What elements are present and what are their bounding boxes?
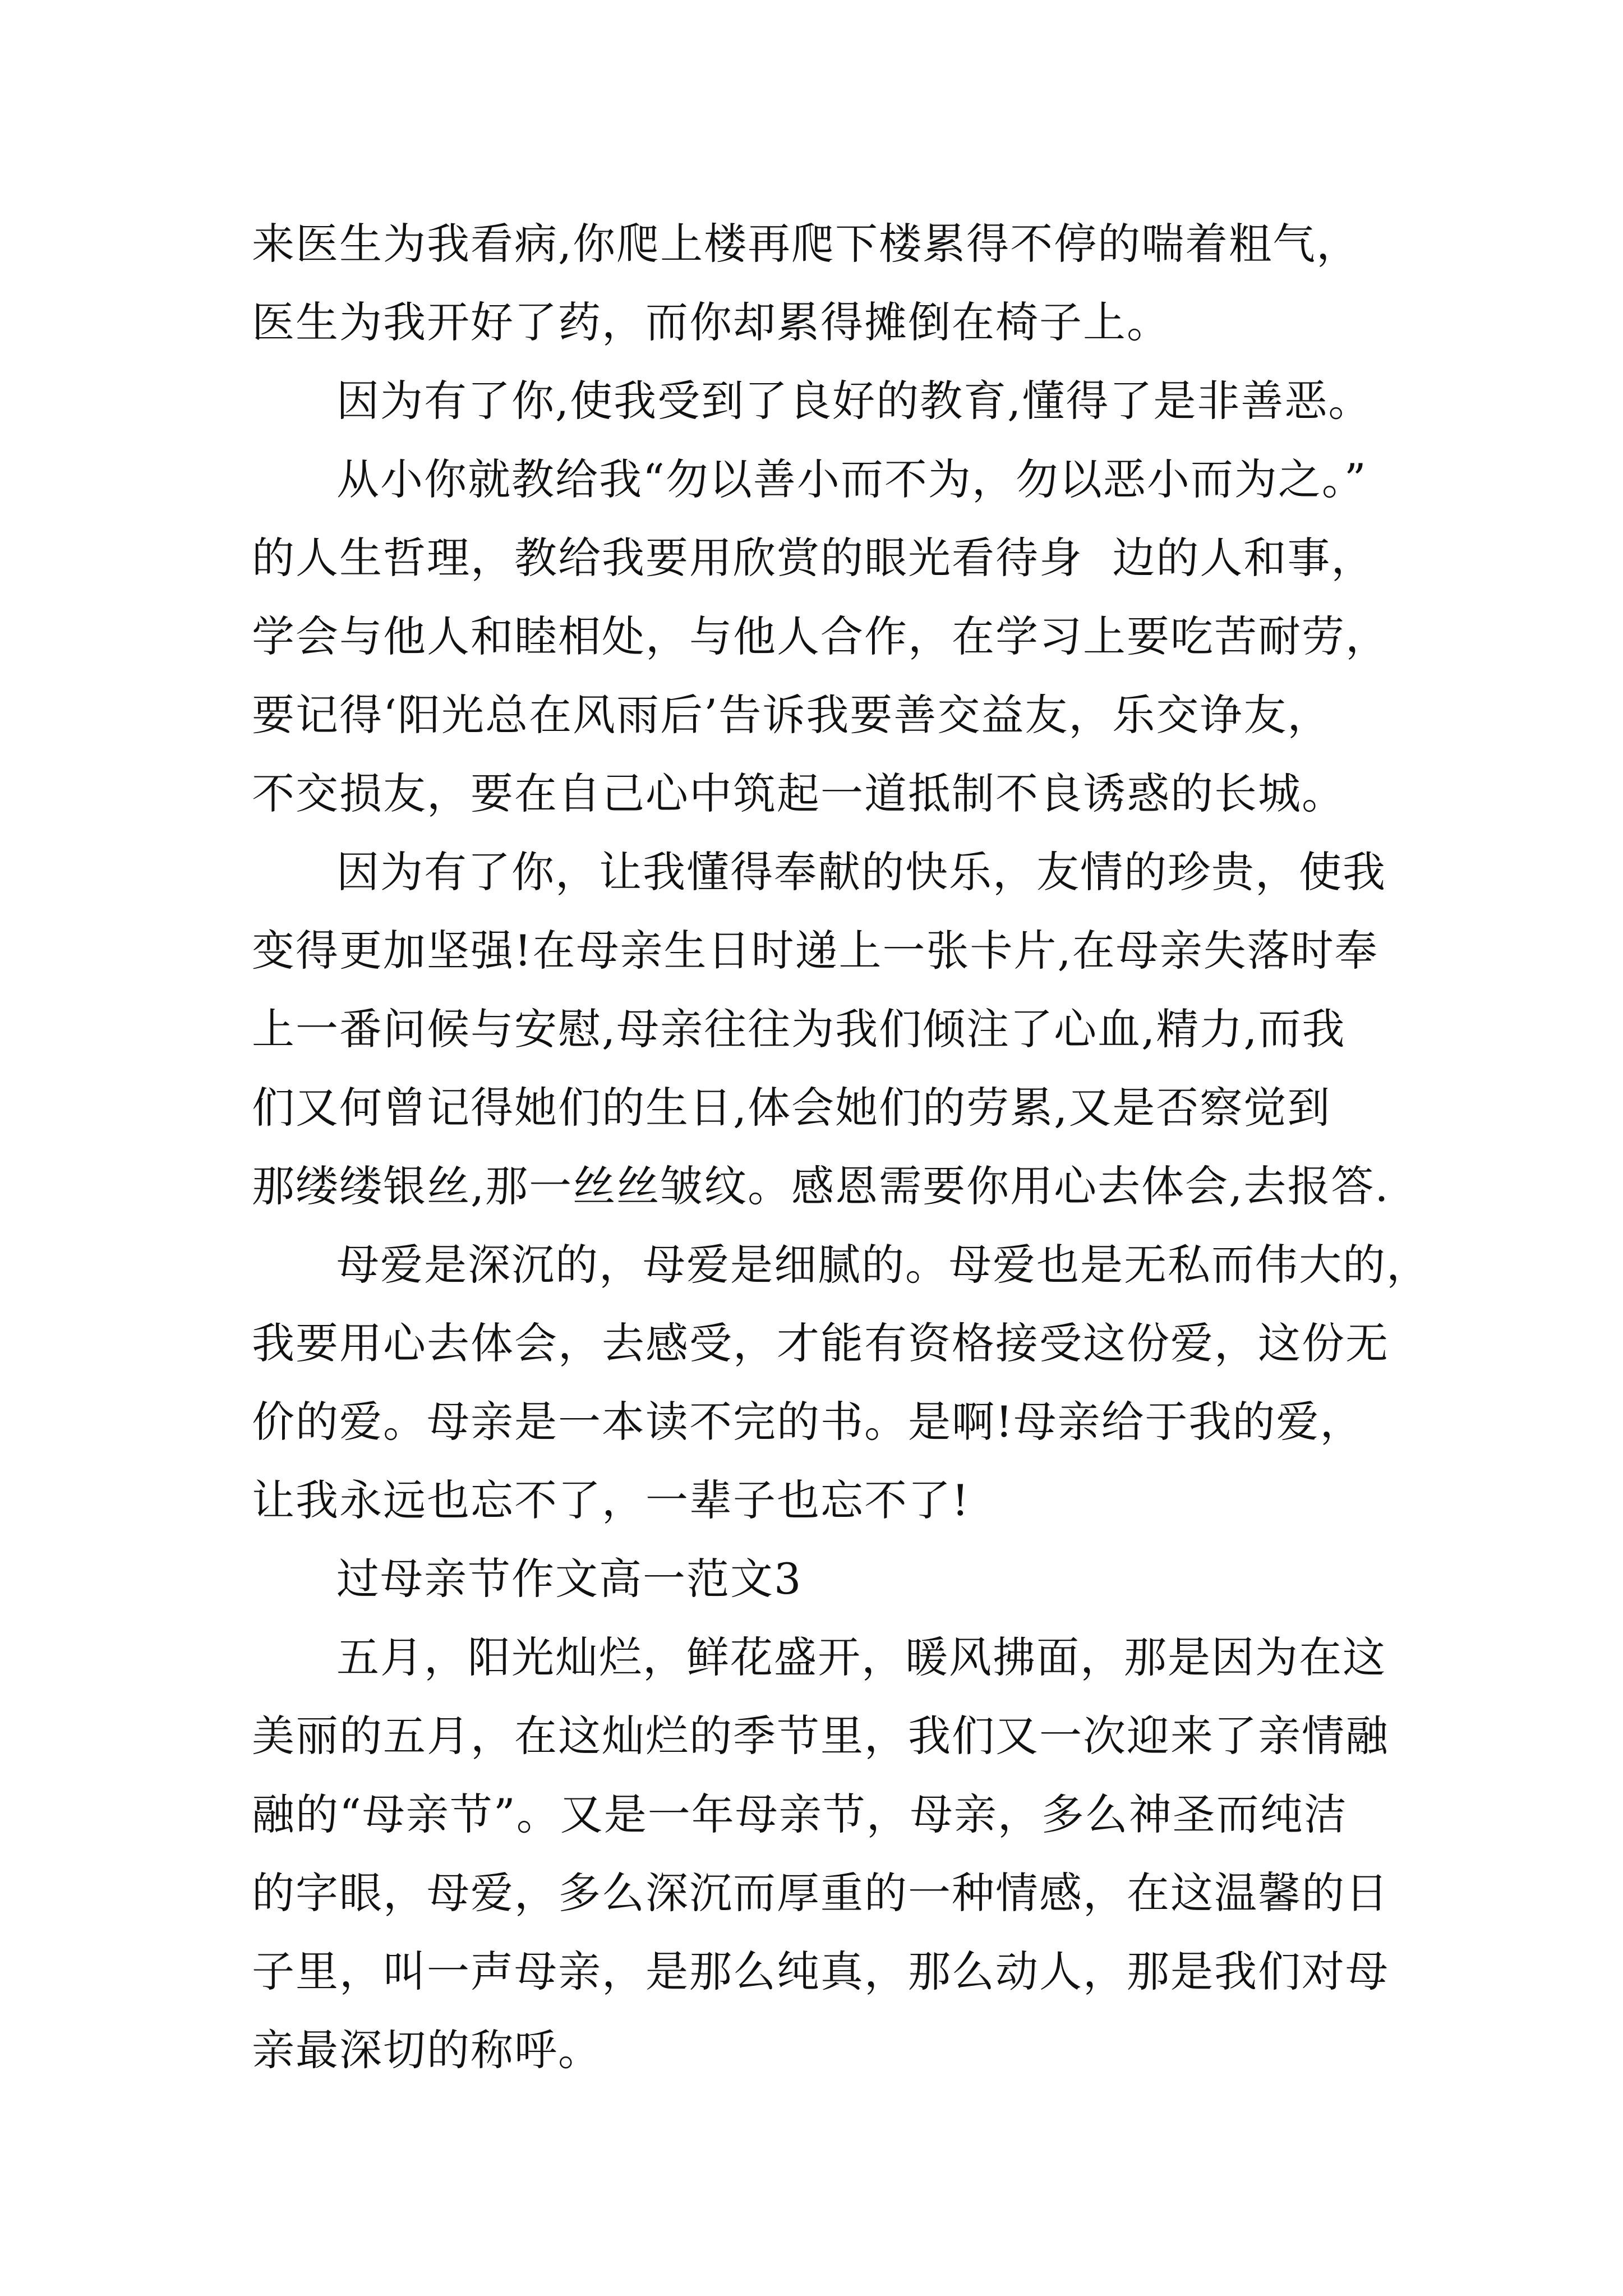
text-line: 变得更加坚强!在母亲生日时递上一张卡片,在母亲失落时奉: [252, 926, 1378, 976]
text-line: 那缕缕银丝,那一丝丝皱纹。感恩需要你用心去体会,去报答.: [252, 1161, 1390, 1211]
paragraph-start-line: 母爱是深沉的，母爱是细腻的。母爱也是无私而伟大的，: [336, 1240, 1430, 1290]
text-line: 们又何曾记得她们的生日,体会她们的劳累,又是否察觉到: [252, 1083, 1331, 1133]
paragraph-start-line: 五月，阳光灿烂，鲜花盛开，暖风拂面，那是因为在这: [336, 1632, 1386, 1682]
paragraph-start-line: 从小你就教给我“勿以善小而不为，勿以恶小而为之。”: [336, 454, 1367, 504]
section-heading: 过母亲节作文高一范文3: [336, 1554, 803, 1604]
text-line: 亲最深切的称呼。: [252, 2025, 602, 2075]
text-line: 的人生哲理，教给我要用欣赏的眼光看待身 边的人和事，: [252, 533, 1375, 583]
text-line: 来医生为我看病,你爬上楼再爬下楼累得不停的喘着粗气，: [252, 219, 1361, 269]
text-line: 医生为我开好了药，而你却累得摊倒在椅子上。: [252, 297, 1170, 347]
text-line: 上一番问候与安慰,母亲往往为我们倾注了心血,精力,而我: [252, 1004, 1346, 1054]
text-line: 融的“母亲节”。又是一年母亲节，母亲，多么神圣而纯洁: [252, 1789, 1348, 1839]
text-line: 我要用心去体会，去感受，才能有资格接受这份爱，这份无: [252, 1318, 1389, 1368]
text-line: 子里，叫一声母亲，是那么纯真，那么动人，那是我们对母: [252, 1947, 1389, 1996]
text-line: 价的爱。母亲是一本读不完的书。是啊!母亲给于我的爱，: [252, 1397, 1364, 1447]
paragraph-start-line: 因为有了你,使我受到了良好的教育,懂得了是非善恶。: [336, 376, 1372, 426]
text-line: 不交损友，要在自己心中筑起一道抵制不良诱惑的长城。: [252, 769, 1345, 818]
paragraph-start-line: 因为有了你，让我懂得奉献的快乐，友情的珍贵，使我: [336, 847, 1386, 897]
text-line: 学会与他人和睦相处，与他人合作，在学习上要吃苦耐劳，: [252, 611, 1389, 661]
text-line: 美丽的五月，在这灿烂的季节里，我们又一次迎来了亲情融: [252, 1711, 1389, 1761]
text-line: 要记得‘阳光总在风雨后’告诉我要善交益友，乐交诤友，: [252, 690, 1331, 740]
text-line: 的字眼，母爱，多么深沉而厚重的一种情感，在这温馨的日: [252, 1868, 1389, 1918]
text-line: 让我永远也忘不了，一辈子也忘不了!: [252, 1475, 970, 1525]
